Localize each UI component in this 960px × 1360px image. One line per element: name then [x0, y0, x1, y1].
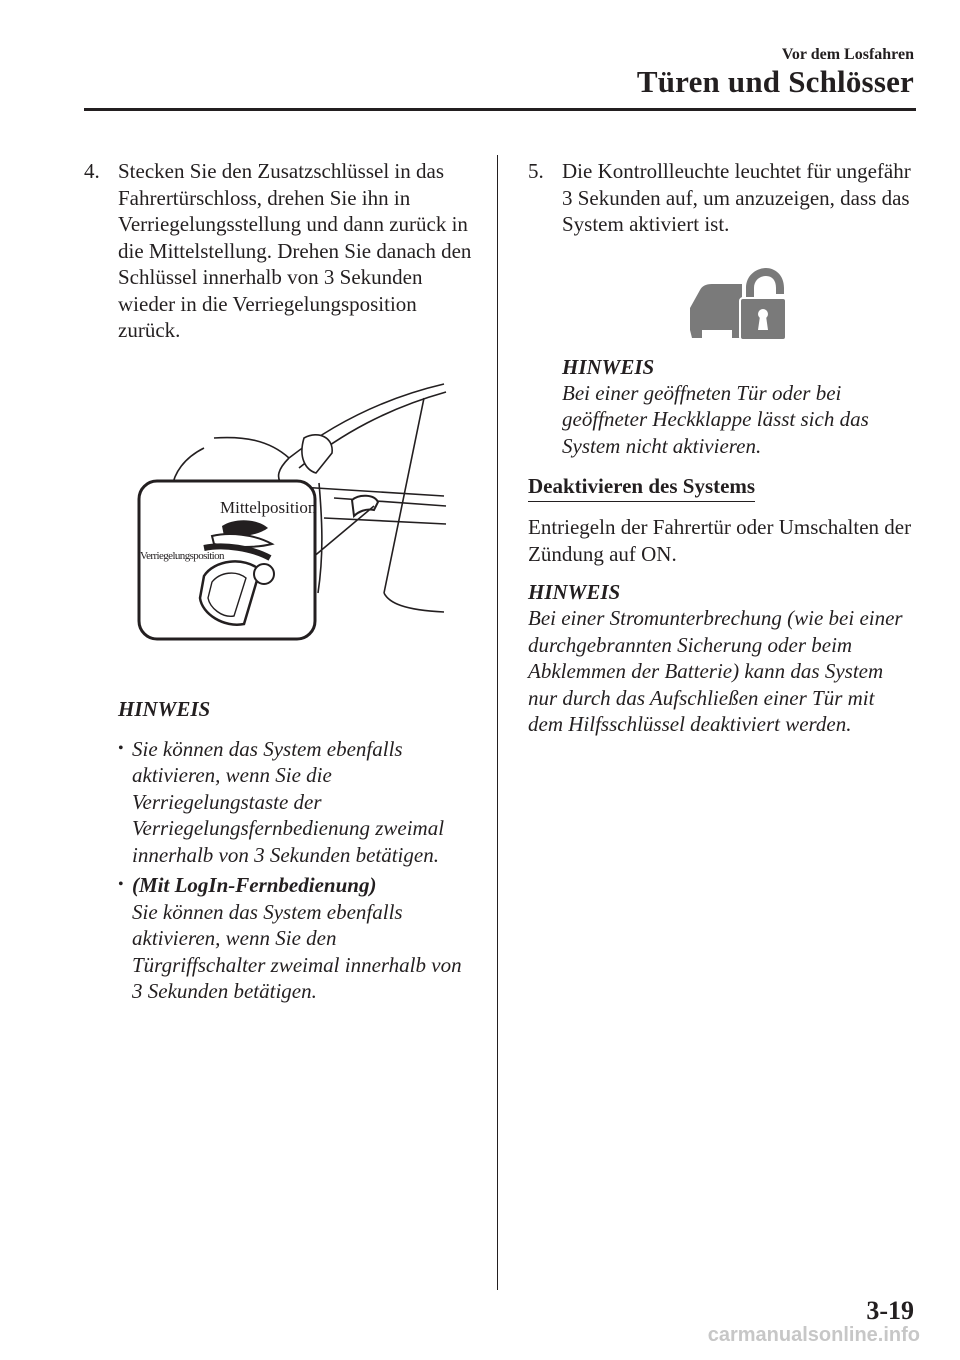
right-note-1-text: Bei einer geöffneten Tür oder bei geöffneter Heckklappe lässt sich das System nicht aktivieren. [562, 380, 869, 458]
right-note-2-text: Bei einer Stromunterbrechung (wie bei einer durchgebrannten Sicherung oder beim Abklemmen der Batterie) kann das System nur durch das Aufschließen einer Tür mit dem Hilfsschlüssel deaktiviert werden. [528, 606, 903, 736]
step-5 [528, 158, 913, 238]
left-note [118, 696, 474, 1005]
left-column [84, 158, 474, 1005]
deactivate-section [528, 473, 913, 567]
page-number: 3-19 [866, 1296, 914, 1325]
label-lock-position: Verriegelungsposition [140, 549, 224, 562]
left-note-title: HINWEIS [118, 696, 211, 721]
section-label: Vor dem Losfahren [781, 46, 914, 63]
deactivate-heading: Deaktivieren des Systems [528, 473, 755, 502]
note-bullet-2-content [132, 872, 474, 1005]
step-4-number: 4. [84, 159, 100, 183]
page-title: Türen und Schlösser [636, 64, 914, 99]
door-lock-figure [84, 378, 474, 668]
right-note-2 [528, 579, 913, 738]
step-5-number: 5. [528, 159, 544, 183]
note-bullet-1 [118, 736, 474, 869]
note-bullet-2-head: (Mit LogIn-Fernbedienung) [132, 873, 377, 897]
right-note-1 [562, 354, 913, 460]
bullet-marker: • [118, 876, 124, 893]
watermark: carmanualsonline.info [707, 1324, 920, 1346]
door-lock-illustration [84, 378, 474, 668]
note-bullet-2-text: Sie können das System ebenfalls aktivieren, wenn Sie den Türgriffschalter zweimal innerhalb von 3 Sekunden betätigen. [132, 899, 462, 1003]
step-4-text: Stecken Sie den Zusatzschlüssel in das Fahrertürschloss, drehen Sie ihn in Verriegelungsstellung und dann zurück in die Mittelstellung. Drehen Sie danach den Schlüssel innerhalb von 3 Sekunden wieder in die Verriegelungsposition zurück. [118, 159, 472, 342]
note-bullet-2 [118, 872, 474, 1005]
step-4 [84, 158, 474, 344]
right-column [528, 158, 913, 738]
step-5-text: Die Kontrollleuchte leuchtet für ungefähr 3 Sekunden auf, um anzuzeigen, dass das System aktiviert ist. [562, 159, 911, 236]
column-divider [497, 155, 498, 1290]
label-center-position: Mittelposition [220, 497, 317, 517]
right-note-2-title: HINWEIS [528, 580, 621, 604]
header-rule [84, 108, 916, 111]
deactivate-text: Entriegeln der Fahrertür oder Umschalten der Zündung auf ON. [528, 515, 912, 566]
bullet-marker: • [118, 739, 124, 757]
right-note-1-title: HINWEIS [562, 354, 655, 379]
car-lock-indicator-icon [686, 268, 786, 342]
note-bullet-1-text: Sie können das System ebenfalls aktivieren, wenn Sie die Verriegelungstaste der Verriegelungsfernbedienung zweimal innerhalb von 3 Sekunden betätigen. [132, 736, 445, 867]
